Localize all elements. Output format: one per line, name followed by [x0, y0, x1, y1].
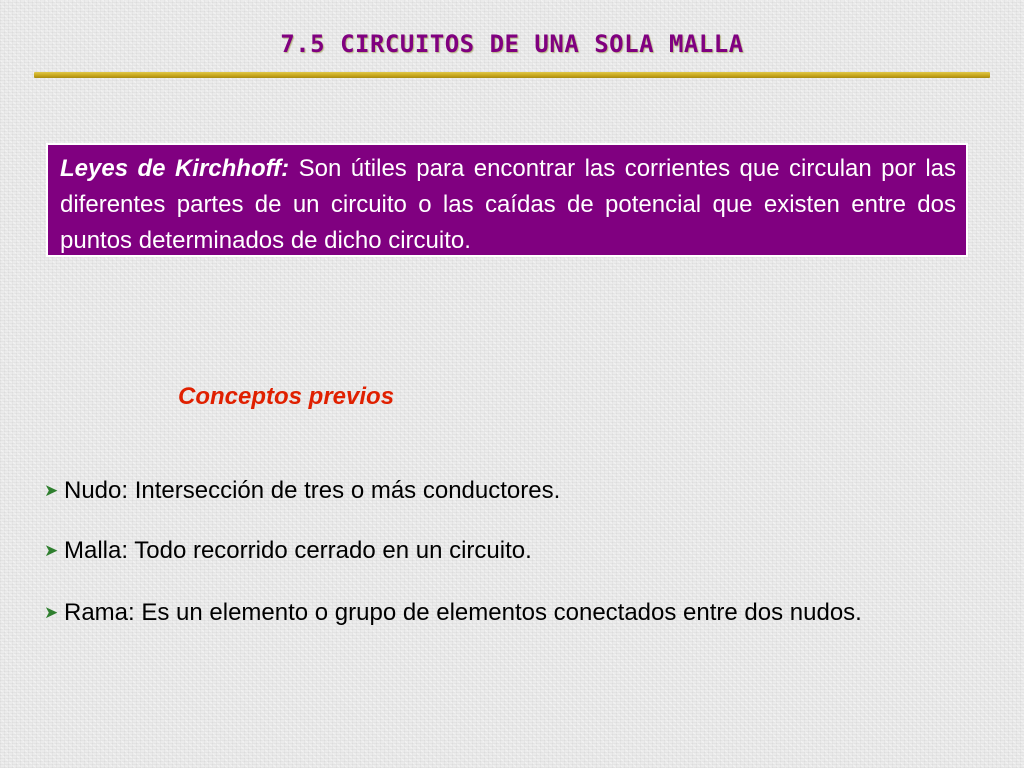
- title-underline: [34, 72, 990, 78]
- list-item-rama: [44, 599, 862, 627]
- arrowhead-bullet-icon: ➤: [44, 481, 59, 500]
- list-item-text: Nudo: Intersección de tres o más conductores.: [64, 477, 561, 504]
- arrowhead-bullet-icon: ➤: [44, 603, 59, 622]
- list-item-text: Malla: Todo recorrido cerrado en un circuito.: [64, 537, 532, 564]
- list-item-nudo: [44, 477, 560, 505]
- kirchhoff-definition-box: [46, 143, 968, 257]
- list-item-malla: [44, 537, 532, 565]
- definition-term: Leyes de Kirchhoff:: [60, 155, 290, 182]
- concepts-heading: Conceptos previos: [178, 383, 395, 410]
- list-item-text: Rama: Es un elemento o grupo de elementos conectados entre dos nudos.: [64, 599, 862, 626]
- definition-text: Son útiles para encontrar las corrientes que circulan por las diferentes partes de un circuito o las caídas de potencial que existen entre dos puntos determinados de dicho circuito.: [60, 155, 956, 254]
- arrowhead-bullet-icon: ➤: [44, 541, 59, 560]
- slide-title: 7.5 CIRCUITOS DE UNA SOLA MALLA: [280, 30, 744, 58]
